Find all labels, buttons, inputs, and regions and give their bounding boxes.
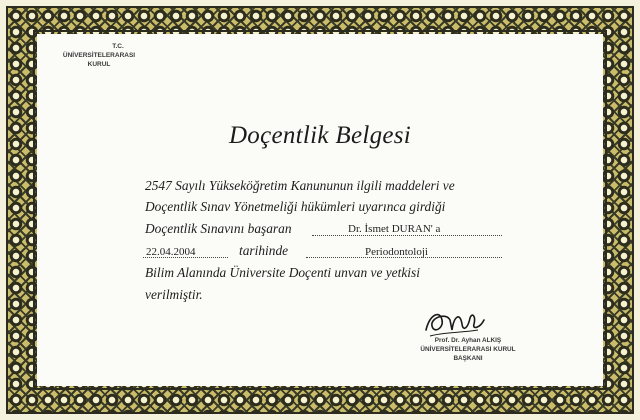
- institution-name: ÜNİVERSİTELERARASI KURUL: [62, 52, 136, 68]
- signatory-block: [393, 336, 543, 363]
- name-dotted-line: [312, 235, 502, 236]
- certificate-title: Doçentlik Belgesi: [228, 122, 412, 149]
- science-field: Periodontoloji: [365, 246, 428, 258]
- body-line-1: 2547 Sayılı Yükseköğretim Kanununun ilgili maddeleri ve: [145, 178, 455, 193]
- candidate-name: Dr. İsmet DURAN' a: [348, 223, 441, 235]
- signatory-name: Prof. Dr. Ayhan ALKIŞ: [434, 337, 502, 344]
- signatory-organization: ÜNİVERSİTELERARASI KURUL: [420, 346, 516, 353]
- body-line-4: tarihinde: [239, 243, 289, 258]
- handwritten-signature: [420, 306, 490, 340]
- body-line-5: Bilim Alanında Üniversite Doçenti unvan ve yetkisi: [145, 265, 420, 280]
- award-date: 22.04.2004: [146, 246, 196, 258]
- country-label: T.C.: [112, 43, 124, 50]
- body-line-3: Doçentlik Sınavını başaran: [145, 221, 292, 236]
- institution-header: [54, 42, 144, 69]
- body-line-2: Doçentlik Sınav Yönetmeliği hükümleri uyarınca girdiği: [145, 199, 446, 214]
- body-line-6: verilmiştir.: [145, 287, 203, 302]
- signatory-role: BAŞKANI: [453, 355, 483, 362]
